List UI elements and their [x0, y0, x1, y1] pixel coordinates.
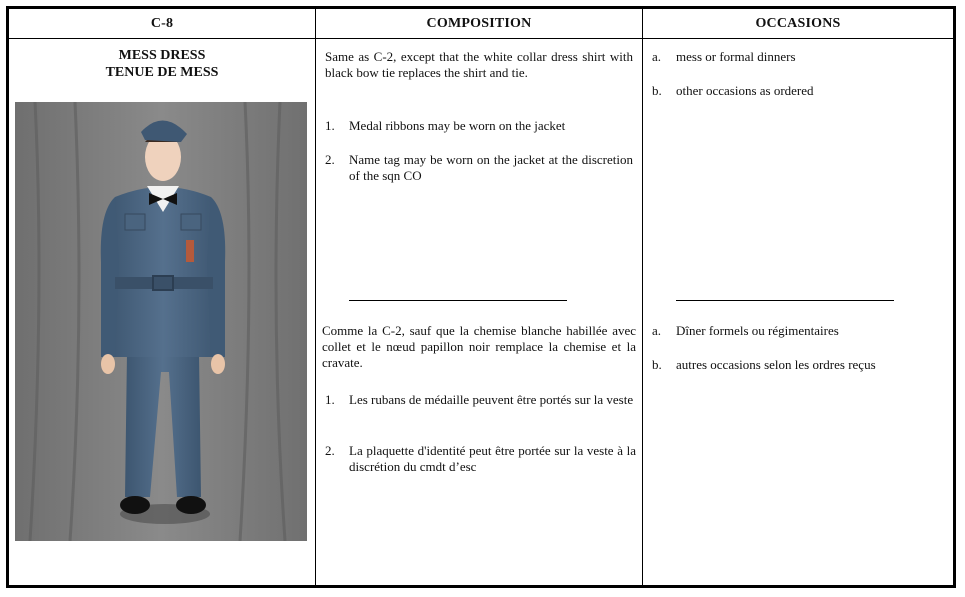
- composition-en-item-2-num: 2.: [325, 152, 335, 167]
- occasion-fr-a-text: Dîner formels ou régimentaires: [676, 323, 839, 338]
- occasion-fr-b-letter: b.: [652, 357, 662, 372]
- uniform-photo: [15, 102, 307, 541]
- header-c8: C-8: [150, 15, 174, 31]
- occasion-fr-b-text: autres occasions selon les ordres reçus: [676, 357, 876, 372]
- composition-en-item-2: [325, 152, 633, 188]
- occasion-en-b: [652, 83, 942, 103]
- dress-title-fr: TENUE DE MESS: [105, 65, 219, 80]
- uniform-photo-icon: [15, 102, 307, 541]
- composition-en-item-1-num: 1.: [325, 118, 335, 133]
- composition-fr-item-1: [325, 392, 636, 428]
- uniform-table: [6, 6, 956, 588]
- occasions-separator: [676, 300, 894, 301]
- column-divider-2: [642, 9, 643, 585]
- composition-en-item-1: [325, 118, 633, 138]
- composition-en-intro: Same as C-2, except that the white collar dress shirt with black bow tie replaces the shirt and tie.: [325, 49, 633, 80]
- composition-en-item-2-text: Name tag may be worn on the jacket at the discretion of the sqn CO: [349, 152, 633, 183]
- composition-fr-intro: Comme la C-2, sauf que la chemise blanche habillée avec collet et le nœud papillon noir remplace la chemise et la cravate.: [322, 323, 636, 370]
- occasion-en-b-letter: b.: [652, 83, 662, 98]
- composition-fr-item-2-num: 2.: [325, 443, 335, 458]
- dress-title-en: MESS DRESS: [118, 48, 206, 63]
- occasion-fr-a: [652, 323, 942, 343]
- header-occasions: OCCASIONS: [755, 15, 841, 31]
- composition-fr-item-1-text: Les rubans de médaille peuvent être portés sur la veste: [349, 392, 634, 407]
- composition-fr-item-2-text: La plaquette d'identité peut être portée sur la veste à la discrétion du cmdt d’esc: [349, 443, 636, 474]
- composition-en-item-1-text: Medal ribbons may be worn on the jacket: [349, 118, 566, 133]
- occasion-fr-a-letter: a.: [652, 323, 662, 338]
- composition-fr-item-2: [325, 443, 636, 479]
- occasion-en-b-text: other occasions as ordered: [676, 83, 814, 98]
- occasion-en-a: [652, 49, 942, 69]
- column-divider-1: [315, 9, 316, 585]
- composition-separator: [349, 300, 567, 301]
- occasion-fr-b: [652, 357, 942, 377]
- header-composition: COMPOSITION: [426, 15, 532, 31]
- occasion-en-a-letter: a.: [652, 49, 662, 64]
- composition-fr-item-1-num: 1.: [325, 392, 335, 407]
- occasion-en-a-text: mess or formal dinners: [676, 49, 796, 64]
- header-divider: [9, 38, 953, 39]
